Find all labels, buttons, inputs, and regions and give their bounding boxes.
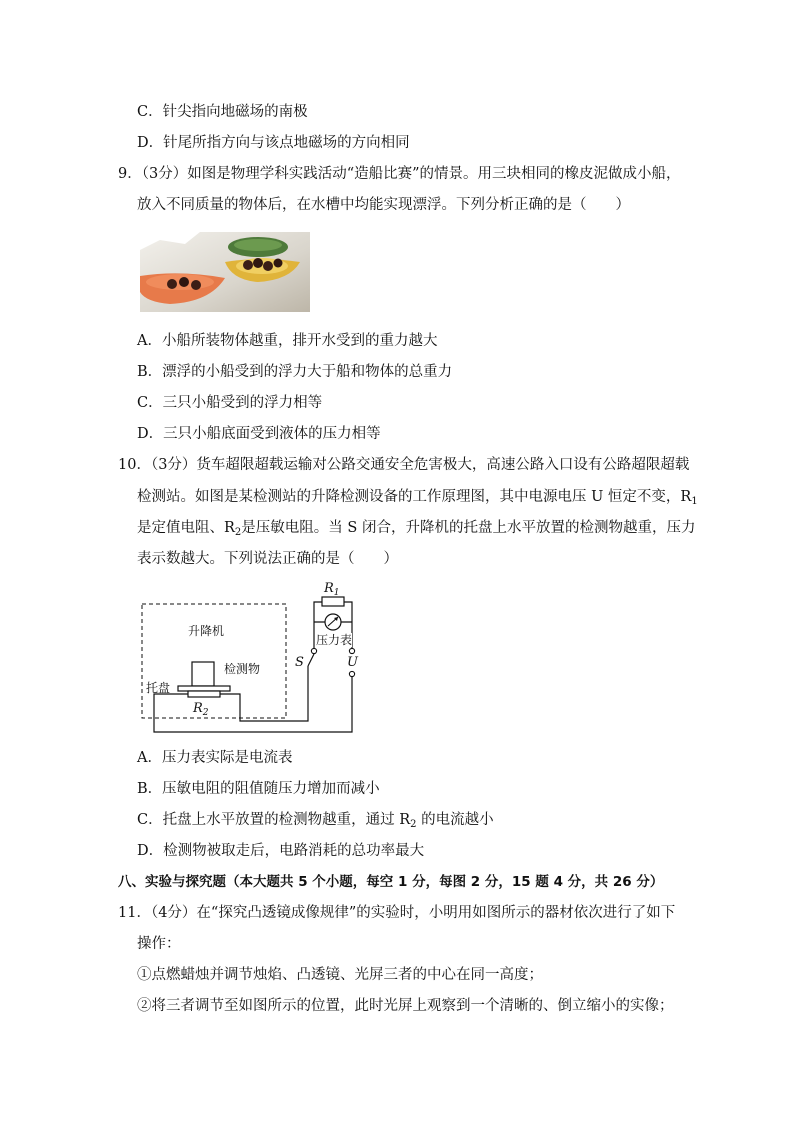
meter-label: 压力表 [316,633,353,647]
r2-label: $R_2$ [193,701,209,718]
q8-option-c: C．针尖指向地磁场的南极 [137,104,308,120]
lift-dashed-box [142,604,286,718]
lift-label: 升降机 [188,624,225,638]
q8-option-d: D．针尾所指方向与该点地磁场的方向相同 [137,135,410,151]
boat-competition-photo [140,232,310,312]
q10-stem-line1: 10．（3分）货车超限超载运输对公路交通安全危害极大，高速公路入口设有公路超限超载 [118,457,690,473]
q10-option-c: C．托盘上水平放置的检测物越重，通过 $R_2$ 的电流越小 [137,812,494,830]
q10-option-a: A．压力表实际是电流表 [137,750,293,766]
switch-contact [311,648,316,653]
source-label: U [347,655,358,670]
circuit-wire-left-bottom [154,676,352,732]
q10-stem-line2: 检测站。如图是某检测站的升降检测设备的工作原理图，其中电源电压 U 恒定不变，$R_1$ [137,489,698,507]
q9-option-b: B．漂浮的小船受到的浮力大于船和物体的总重力 [137,364,453,380]
q10-option-d: D．检测物被取走后，电路消耗的总功率最大 [137,843,425,859]
q10-option-b: B．压敏电阻的阻值随压力增加而减小 [137,781,380,797]
q11-step1: ①点燃蜡烛并调节烛焰、凸透镜、光屏三者的中心在同一高度； [137,967,543,983]
switch-label: S [295,655,304,670]
source-terminal-bottom [349,671,354,676]
q9-stem-line2: 放入不同质量的物体后，在水槽中均能实现漂浮。下列分析正确的是（ ） [137,197,630,213]
q9-stem-line1: 9．（3分）如图是物理学科实践活动“造船比赛”的情景。用三块相同的橡皮泥做成小船， [118,166,681,182]
test-object-label: 检测物 [224,662,261,676]
q10-stem-line3: 是定值电阻、$R_2$是压敏电阻。当 S 闭合，升降机的托盘上水平放置的检测物越重，压力 [137,520,696,538]
lift-circuit-diagram [138,578,368,738]
q9-option-d: D．三只小船底面受到液体的压力相等 [137,426,381,442]
tray [178,686,230,691]
r1-label: $R_1$ [324,581,340,598]
q11-stem-line1: 11．（4分）在“探究凸透镜成像规律”的实验时，小明用如图所示的器材依次进行了如下 [118,905,676,921]
r1-resistor [322,597,344,606]
tray-label: 托盘 [146,681,171,695]
test-object [192,662,214,686]
r2-resistor [188,691,220,697]
q11-step2: ②将三者调节至如图所示的位置，此时光屏上观察到一个清晰的、倒立缩小的实像； [137,998,674,1014]
switch-blade [308,654,314,666]
source-terminal-top [349,648,354,653]
boat-photo-drawing [140,232,310,312]
q9-option-c: C．三只小船受到的浮力相等 [137,395,323,411]
q10-stem-line4: 表示数越大。下列说法正确的是（ ） [137,551,398,567]
q9-option-a: A．小船所装物体越重，排开水受到的重力越大 [137,333,438,349]
section8-title: 八、实验与探究题（本大题共 5 个小题，每空 1 分，每图 2 分，15 题 4 分，共 26 分） [118,874,664,890]
q11-stem-line2: 操作： [137,936,181,952]
